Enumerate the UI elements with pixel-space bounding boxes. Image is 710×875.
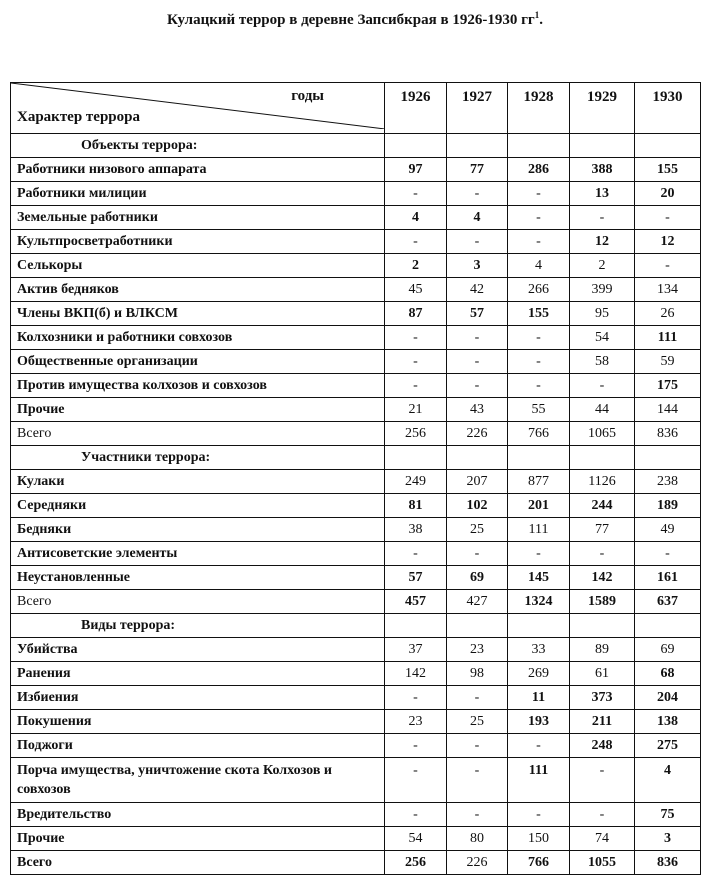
value-cell: 138: [635, 710, 701, 734]
row-label: Избиения: [11, 686, 385, 710]
empty-cell: [508, 134, 570, 158]
table-row: [11, 638, 701, 662]
section-row: [11, 134, 701, 158]
value-cell: 1589: [570, 590, 635, 614]
table-row: [11, 686, 701, 710]
empty-cell: [385, 134, 447, 158]
row-label: Кулаки: [11, 470, 385, 494]
value-cell: 45: [385, 278, 447, 302]
value-cell: 38: [385, 518, 447, 542]
value-cell: 57: [385, 566, 447, 590]
value-cell: 23: [385, 710, 447, 734]
value-cell: -: [508, 350, 570, 374]
value-cell: 25: [447, 710, 508, 734]
row-label: Культпросветработники: [11, 230, 385, 254]
terror-table: [10, 82, 701, 875]
value-cell: -: [447, 230, 508, 254]
table-row: [11, 590, 701, 614]
row-label: Всего: [11, 851, 385, 875]
value-cell: 266: [508, 278, 570, 302]
value-cell: 145: [508, 566, 570, 590]
row-label: Неустановленные: [11, 566, 385, 590]
section-title: Объекты террора:: [11, 134, 385, 158]
value-cell: 161: [635, 566, 701, 590]
value-cell: -: [570, 803, 635, 827]
value-cell: 2: [385, 254, 447, 278]
value-cell: 95: [570, 302, 635, 326]
years-label: годы: [291, 88, 324, 104]
row-label: Антисоветские элементы: [11, 542, 385, 566]
table-row: [11, 326, 701, 350]
value-cell: 49: [635, 518, 701, 542]
value-cell: 226: [447, 422, 508, 446]
value-cell: 75: [635, 803, 701, 827]
value-cell: 766: [508, 851, 570, 875]
value-cell: 457: [385, 590, 447, 614]
empty-cell: [635, 614, 701, 638]
value-cell: 20: [635, 182, 701, 206]
row-label: Вредительство: [11, 803, 385, 827]
value-cell: 54: [570, 326, 635, 350]
value-cell: 256: [385, 851, 447, 875]
value-cell: 21: [385, 398, 447, 422]
value-cell: -: [385, 230, 447, 254]
table-row: [11, 662, 701, 686]
value-cell: -: [508, 542, 570, 566]
value-cell: -: [508, 734, 570, 758]
value-cell: 69: [635, 638, 701, 662]
table-row: [11, 422, 701, 446]
title-footnote: 1: [534, 10, 540, 20]
value-cell: 25: [447, 518, 508, 542]
value-cell: 4: [635, 758, 701, 803]
value-cell: 57: [447, 302, 508, 326]
row-label: Актив бедняков: [11, 278, 385, 302]
table-row: [11, 494, 701, 518]
row-label: Поджоги: [11, 734, 385, 758]
row-label: Общественные организации: [11, 350, 385, 374]
value-cell: 226: [447, 851, 508, 875]
empty-cell: [508, 446, 570, 470]
value-cell: 12: [635, 230, 701, 254]
value-cell: 877: [508, 470, 570, 494]
value-cell: 193: [508, 710, 570, 734]
value-cell: -: [570, 758, 635, 803]
empty-cell: [570, 614, 635, 638]
value-cell: -: [447, 350, 508, 374]
value-cell: 43: [447, 398, 508, 422]
value-cell: 204: [635, 686, 701, 710]
table-row: [11, 470, 701, 494]
value-cell: -: [570, 374, 635, 398]
table-row: [11, 182, 701, 206]
table-row: [11, 158, 701, 182]
value-cell: 1055: [570, 851, 635, 875]
character-label: Характер террора: [17, 109, 140, 125]
value-cell: 111: [635, 326, 701, 350]
table-row: [11, 206, 701, 230]
value-cell: 12: [570, 230, 635, 254]
value-cell: 37: [385, 638, 447, 662]
table-row: [11, 278, 701, 302]
value-cell: 89: [570, 638, 635, 662]
value-cell: 249: [385, 470, 447, 494]
value-cell: -: [385, 350, 447, 374]
value-cell: 275: [635, 734, 701, 758]
empty-cell: [508, 614, 570, 638]
value-cell: -: [447, 686, 508, 710]
value-cell: -: [385, 374, 447, 398]
section-row: [11, 446, 701, 470]
value-cell: -: [385, 686, 447, 710]
value-cell: 87: [385, 302, 447, 326]
empty-cell: [570, 446, 635, 470]
value-cell: 11: [508, 686, 570, 710]
value-cell: 97: [385, 158, 447, 182]
value-cell: 44: [570, 398, 635, 422]
table-row: [11, 374, 701, 398]
value-cell: -: [508, 230, 570, 254]
value-cell: 427: [447, 590, 508, 614]
value-cell: 68: [635, 662, 701, 686]
table-row: [11, 734, 701, 758]
row-label: Середняки: [11, 494, 385, 518]
year-header: 1927: [447, 83, 508, 134]
value-cell: 58: [570, 350, 635, 374]
value-cell: -: [508, 326, 570, 350]
value-cell: 373: [570, 686, 635, 710]
header-corner-cell: [11, 83, 385, 134]
value-cell: 3: [447, 254, 508, 278]
value-cell: -: [385, 758, 447, 803]
value-cell: 207: [447, 470, 508, 494]
value-cell: 256: [385, 422, 447, 446]
empty-cell: [447, 134, 508, 158]
row-label: Против имущества колхозов и совхозов: [11, 374, 385, 398]
value-cell: 201: [508, 494, 570, 518]
table-row: [11, 827, 701, 851]
value-cell: -: [447, 374, 508, 398]
value-cell: 54: [385, 827, 447, 851]
table-row: [11, 254, 701, 278]
value-cell: 637: [635, 590, 701, 614]
table-row: [11, 302, 701, 326]
value-cell: 238: [635, 470, 701, 494]
value-cell: 59: [635, 350, 701, 374]
table-body: [11, 134, 701, 875]
table-row: [11, 542, 701, 566]
value-cell: 80: [447, 827, 508, 851]
value-cell: 4: [385, 206, 447, 230]
value-cell: -: [447, 182, 508, 206]
empty-cell: [570, 134, 635, 158]
section-row: [11, 614, 701, 638]
value-cell: -: [635, 254, 701, 278]
value-cell: -: [447, 758, 508, 803]
row-label: Бедняки: [11, 518, 385, 542]
value-cell: -: [385, 326, 447, 350]
value-cell: 102: [447, 494, 508, 518]
value-cell: 55: [508, 398, 570, 422]
row-label: Земельные работники: [11, 206, 385, 230]
value-cell: 388: [570, 158, 635, 182]
row-label: Всего: [11, 422, 385, 446]
value-cell: -: [508, 374, 570, 398]
value-cell: 77: [570, 518, 635, 542]
value-cell: -: [508, 182, 570, 206]
value-cell: -: [447, 734, 508, 758]
value-cell: 74: [570, 827, 635, 851]
value-cell: 4: [508, 254, 570, 278]
value-cell: 269: [508, 662, 570, 686]
value-cell: 155: [635, 158, 701, 182]
row-label: Прочие: [11, 398, 385, 422]
value-cell: 836: [635, 851, 701, 875]
value-cell: 4: [447, 206, 508, 230]
value-cell: 42: [447, 278, 508, 302]
value-cell: 111: [508, 758, 570, 803]
value-cell: -: [385, 734, 447, 758]
value-cell: 1065: [570, 422, 635, 446]
section-title: Участники террора:: [11, 446, 385, 470]
value-cell: 211: [570, 710, 635, 734]
value-cell: 286: [508, 158, 570, 182]
section-title: Виды террора:: [11, 614, 385, 638]
table-row: [11, 803, 701, 827]
value-cell: 175: [635, 374, 701, 398]
value-cell: 69: [447, 566, 508, 590]
value-cell: 13: [570, 182, 635, 206]
value-cell: 23: [447, 638, 508, 662]
value-cell: -: [570, 206, 635, 230]
row-label: Всего: [11, 590, 385, 614]
value-cell: 142: [385, 662, 447, 686]
row-label: Прочие: [11, 827, 385, 851]
table-row: [11, 758, 701, 803]
table-header-row: [11, 83, 701, 134]
table-row: [11, 350, 701, 374]
value-cell: 144: [635, 398, 701, 422]
year-header: 1930: [635, 83, 701, 134]
value-cell: 155: [508, 302, 570, 326]
year-header: 1929: [570, 83, 635, 134]
year-header: 1928: [508, 83, 570, 134]
value-cell: 134: [635, 278, 701, 302]
value-cell: 33: [508, 638, 570, 662]
empty-cell: [447, 446, 508, 470]
value-cell: 98: [447, 662, 508, 686]
row-label: Колхозники и работники совхозов: [11, 326, 385, 350]
value-cell: -: [447, 803, 508, 827]
value-cell: -: [570, 542, 635, 566]
value-cell: 61: [570, 662, 635, 686]
value-cell: -: [508, 803, 570, 827]
value-cell: 1126: [570, 470, 635, 494]
row-label: Члены ВКП(б) и ВЛКСМ: [11, 302, 385, 326]
table-row: [11, 710, 701, 734]
row-label: Покушения: [11, 710, 385, 734]
value-cell: -: [635, 206, 701, 230]
table-row: [11, 230, 701, 254]
value-cell: 26: [635, 302, 701, 326]
table-row: [11, 398, 701, 422]
value-cell: -: [385, 803, 447, 827]
empty-cell: [385, 614, 447, 638]
value-cell: 2: [570, 254, 635, 278]
value-cell: 150: [508, 827, 570, 851]
value-cell: 111: [508, 518, 570, 542]
value-cell: 836: [635, 422, 701, 446]
value-cell: 1324: [508, 590, 570, 614]
row-label: Ранения: [11, 662, 385, 686]
empty-cell: [385, 446, 447, 470]
value-cell: 399: [570, 278, 635, 302]
value-cell: -: [508, 206, 570, 230]
empty-cell: [635, 134, 701, 158]
value-cell: 77: [447, 158, 508, 182]
value-cell: 248: [570, 734, 635, 758]
value-cell: 3: [635, 827, 701, 851]
value-cell: -: [447, 542, 508, 566]
table-row: [11, 518, 701, 542]
value-cell: -: [447, 326, 508, 350]
value-cell: 142: [570, 566, 635, 590]
empty-cell: [635, 446, 701, 470]
value-cell: 244: [570, 494, 635, 518]
year-header: 1926: [385, 83, 447, 134]
page-title: Кулацкий террор в деревне Запсибкрая в 1926-1930 $гг^1$.: [167, 10, 543, 28]
value-cell: -: [385, 182, 447, 206]
row-label: Селькоры: [11, 254, 385, 278]
value-cell: 81: [385, 494, 447, 518]
row-label: Работники милиции: [11, 182, 385, 206]
value-cell: -: [385, 542, 447, 566]
title-text: Кулацкий террор в деревне Запсибкрая в 1926-1930 гг: [167, 12, 535, 28]
value-cell: -: [635, 542, 701, 566]
row-label: Убийства: [11, 638, 385, 662]
row-label: Порча имущества, уничтожение скота Колхозов и совхозов: [11, 758, 385, 803]
empty-cell: [447, 614, 508, 638]
table-row: [11, 566, 701, 590]
value-cell: 189: [635, 494, 701, 518]
value-cell: 766: [508, 422, 570, 446]
row-label: Работники низового аппарата: [11, 158, 385, 182]
table-row: [11, 851, 701, 875]
